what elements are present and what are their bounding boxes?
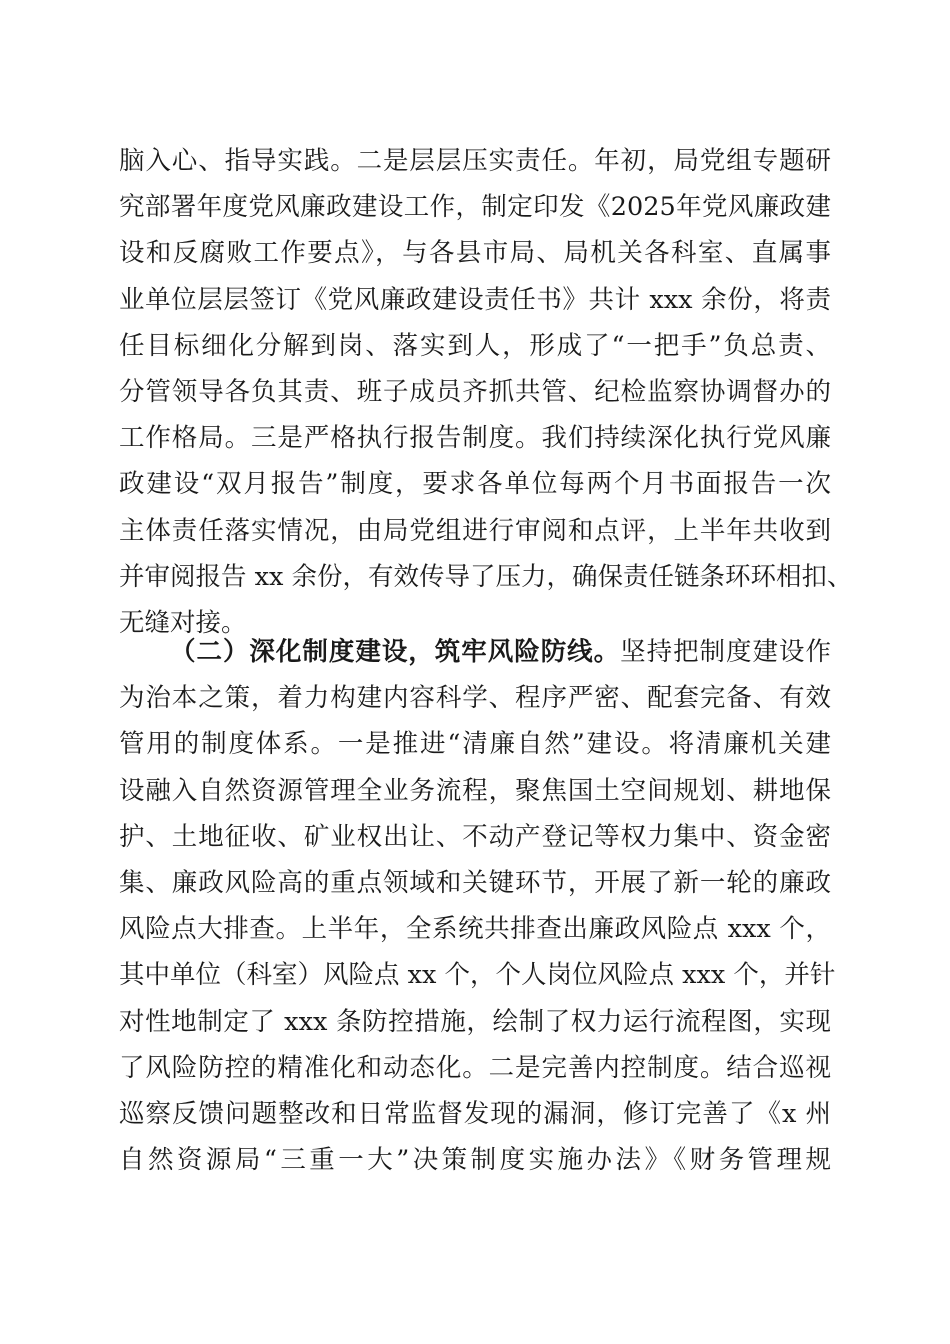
text-line: 护、土地征收、矿业权出让、不动产登记等权力集中、资金密 bbox=[119, 821, 831, 852]
text-line: 任目标细化分解到岗、落实到人，形成了“一把手”负总责、 bbox=[119, 330, 831, 361]
text-line: 究部署年度党风廉政建设工作，制定印发《2025年党风廉政建 bbox=[119, 192, 831, 223]
paragraph-responsibility bbox=[119, 138, 853, 646]
text-line: 并审阅报告 xx 余份，有效传导了压力，确保责任链条环环相扣、 bbox=[119, 561, 853, 592]
text-line: 脑入心、指导实践。二是层层压实责任。年初，局党组专题研 bbox=[119, 146, 831, 176]
text-line: 设融入自然资源管理全业务流程，聚焦国土空间规划、耕地保 bbox=[119, 775, 831, 806]
text-line: 设和反腐败工作要点》，与各县市局、局机关各科室、直属事 bbox=[119, 238, 831, 269]
text-line: 自然资源局“三重一大”决策制度实施办法》《财务管理规 bbox=[119, 1145, 831, 1176]
text-line: 风险点大排查。上半年，全系统共排查出廉政风险点 xxx 个， bbox=[119, 914, 831, 945]
text-line: 巡察反馈问题整改和日常监督发现的漏洞，修订完善了《x 州 bbox=[119, 1098, 831, 1129]
text-line: 管用的制度体系。一是推进“清廉自然”建设。将清廉机关建 bbox=[119, 729, 831, 760]
text-line bbox=[119, 629, 831, 675]
text-line: 分管领导各负其责、班子成员齐抓共管、纪检监察协调督办的 bbox=[119, 376, 831, 407]
text-line: 无缝对接。 bbox=[119, 607, 247, 638]
text-line: 政建设“双月报告”制度，要求各单位每两个月书面报告一次 bbox=[119, 469, 831, 500]
heading-continuation: 坚持把制度建设作 bbox=[620, 637, 831, 667]
section-heading: （二）深化制度建设，筑牢风险防线。 bbox=[170, 637, 621, 667]
text-line: 集、廉政风险高的重点领域和关键环节，开展了新一轮的廉政 bbox=[119, 867, 831, 898]
text-line: 业单位层层签订《党风廉政建设责任书》共计 xxx 余份，将责 bbox=[119, 284, 831, 315]
text-line: 工作格局。三是严格执行报告制度。我们持续深化执行党风廉 bbox=[119, 423, 831, 454]
paragraph-institution-building bbox=[119, 629, 836, 1183]
text-line: 了风险防控的精准化和动态化。二是完善内控制度。结合巡视 bbox=[119, 1052, 831, 1083]
text-line: 其中单位（科室）风险点 xx 个，个人岗位风险点 xxx 个，并针 bbox=[119, 960, 836, 991]
text-line: 主体责任落实情况，由局党组进行审阅和点评，上半年共收到 bbox=[119, 515, 831, 546]
text-line: 为治本之策，着力构建内容科学、程序严密、配套完备、有效 bbox=[119, 683, 831, 714]
text-line: 对性地制定了 xxx 条防控措施，绘制了权力运行流程图，实现 bbox=[119, 1006, 831, 1037]
